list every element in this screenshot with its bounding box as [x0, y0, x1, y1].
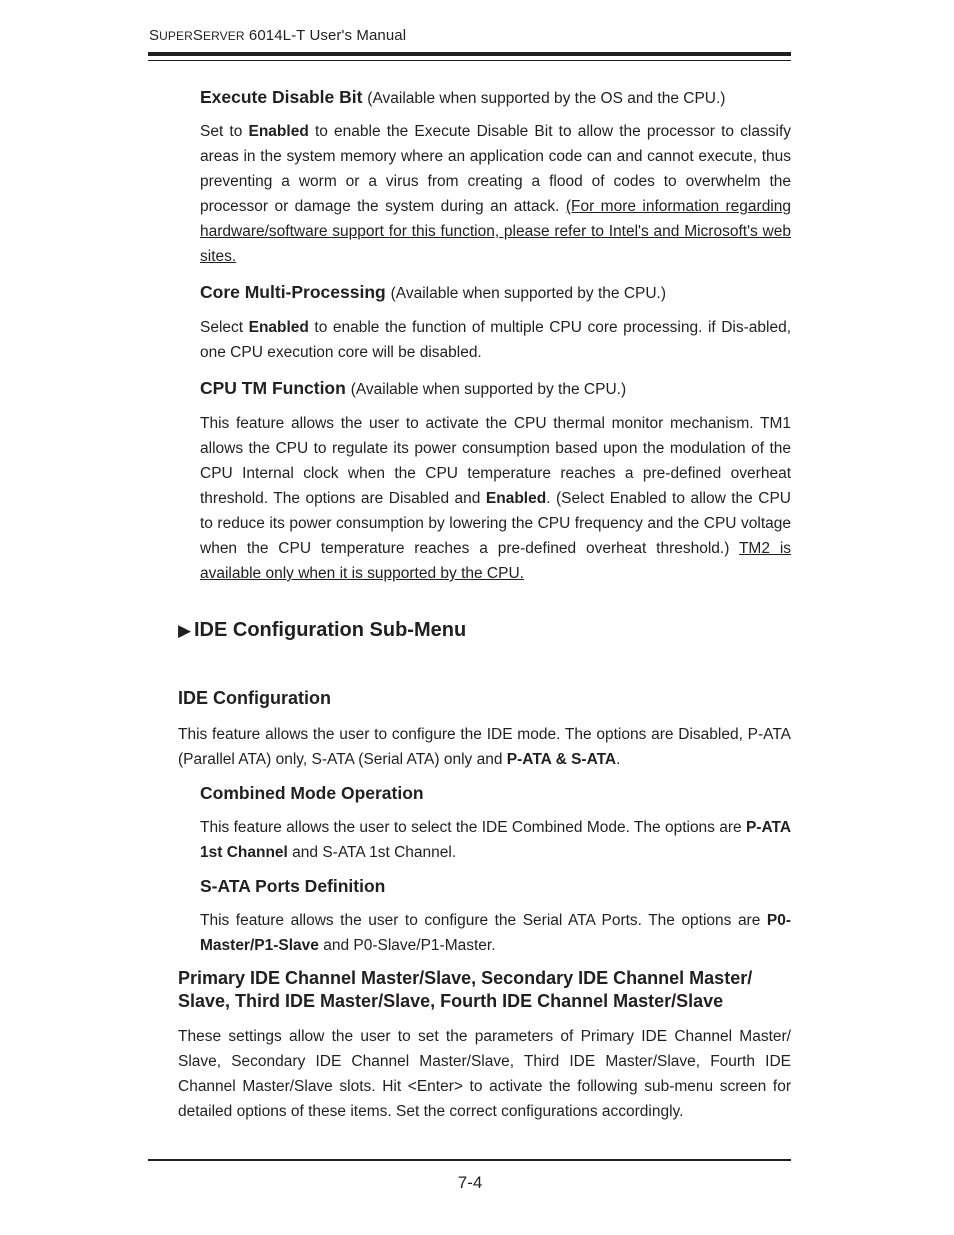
- header-title-s1: S: [149, 27, 160, 44]
- sata-ports-heading: S-ATA Ports Definition: [200, 876, 386, 896]
- ide-config-text: This feature allows the user to configure the IDE mode. The options are Disabled, P-ATA (Parallel ATA) only, S-ATA (Serial ATA) only and: [178, 726, 791, 768]
- cpu-tm-tm2-note: TM2 is available only when it is supported by the CPU.: [200, 540, 792, 582]
- ide-config-default: P-ATA & S-ATA: [506, 751, 617, 768]
- execute-disable-heading: [200, 86, 791, 110]
- cpu-tm-text-2: . (Select Enabled to allow the CPU to reduce its power consumption by lowering the CPU frequency and the CPU voltage when the CPU temperature reaches a pre-defined overheat threshold.): [200, 490, 791, 557]
- primary-ide-heading-line2: Slave, Third IDE Master/Slave, Fourth IDE Channel Master/Slave: [178, 991, 724, 1011]
- header-title-s2: UPER: [159, 29, 193, 43]
- header-rule-thin: [148, 60, 791, 61]
- combined-mode-paragraph: [200, 815, 791, 865]
- sata-ports-paragraph: [200, 908, 791, 958]
- primary-ide-heading-line1: Primary IDE Channel Master/Slave, Secondary IDE Channel Master/: [178, 968, 753, 988]
- ide-config-end: .: [616, 751, 621, 768]
- combined-mode-end: and S-ATA 1st Channel.: [287, 844, 457, 861]
- sata-ports-text: This feature allows the user to configure the Serial ATA Ports. The options are: [200, 912, 767, 929]
- triangle-right-icon: ▶: [178, 621, 192, 640]
- execute-disable-prefix: Set to: [200, 123, 249, 140]
- combined-mode-default: P-ATA 1st Channel: [200, 819, 792, 861]
- header-title-s3: S: [192, 27, 203, 44]
- cpu-tm-enabled: Enabled: [485, 490, 547, 507]
- cpu-tm-note: (Available when supported by the CPU.): [350, 381, 627, 398]
- core-multi-note: (Available when supported by the CPU.): [390, 285, 667, 302]
- ide-submenu-title: IDE Configuration Sub-Menu: [194, 619, 467, 641]
- running-header: [149, 27, 406, 44]
- cpu-tm-title: CPU TM Function: [200, 378, 346, 398]
- cpu-tm-paragraph: [200, 411, 791, 586]
- cpu-tm-heading: [200, 377, 791, 401]
- primary-ide-paragraph: These settings allow the user to set the parameters of Primary IDE Channel Master/ Slave, Secondary IDE Channel Master/Slave, Third IDE Master/Slave, Fourth IDE Channel Master/Slave slots. Hit <Enter> to activate the following sub-menu screen for detailed options of these items. Set the correct configurations accordingly.: [178, 1028, 791, 1120]
- sata-ports-end: and P0-Slave/P1-Master.: [318, 937, 496, 954]
- combined-mode-heading: Combined Mode Operation: [200, 783, 424, 803]
- execute-disable-title: Execute Disable Bit: [200, 87, 363, 107]
- core-multi-title: Core Multi-Processing: [200, 282, 386, 302]
- sata-ports-default: P0-Master/P1-Slave: [200, 912, 791, 954]
- ide-config-paragraph: [178, 722, 791, 772]
- page-number: 7-4: [457, 1173, 483, 1192]
- footer-rule: [148, 1159, 791, 1161]
- execute-disable-paragraph: [200, 119, 791, 269]
- core-multi-enabled: Enabled: [248, 319, 309, 336]
- ide-submenu-heading: [178, 618, 791, 643]
- header-title-s4: ERVER: [202, 29, 245, 43]
- combined-mode-text: This feature allows the user to select the IDE Combined Mode. The options are: [200, 819, 746, 836]
- execute-disable-enabled: Enabled: [248, 123, 309, 140]
- primary-ide-heading: [178, 967, 791, 1013]
- cpu-tm-text: This feature allows the user to activate the CPU thermal monitor mechanism. TM1 allows the CPU to regulate its power consumption based upon the modulation of the CPU Internal clock when the CPU temperature reaches a pre-defined overheat threshold. The options are Disabled and: [200, 415, 791, 507]
- core-multi-prefix: Select: [200, 319, 249, 336]
- execute-disable-note: (Available when supported by the OS and the CPU.): [367, 90, 726, 107]
- core-multi-text: to enable the function of multiple CPU core processing. if Dis-abled, one CPU execution core will be disabled.: [200, 319, 791, 361]
- header-rule-thick: [148, 52, 791, 56]
- execute-disable-more-info: (For more information regarding hardware/software support for this function, please refer to Intel's and Microsoft's web sites.: [200, 198, 791, 265]
- header-title-rest: 6014L-T User's Manual: [244, 27, 407, 44]
- core-multi-heading: [200, 281, 791, 305]
- execute-disable-text: to enable the Execute Disable Bit to allow the processor to classify areas in the system memory where an application code can and cannot execute, thus preventing a worm or a virus from creating a flood of codes to overwhelm the processor or damage the system during an attack.: [200, 123, 791, 215]
- core-multi-paragraph: [200, 315, 791, 365]
- ide-config-heading: IDE Configuration: [178, 688, 331, 708]
